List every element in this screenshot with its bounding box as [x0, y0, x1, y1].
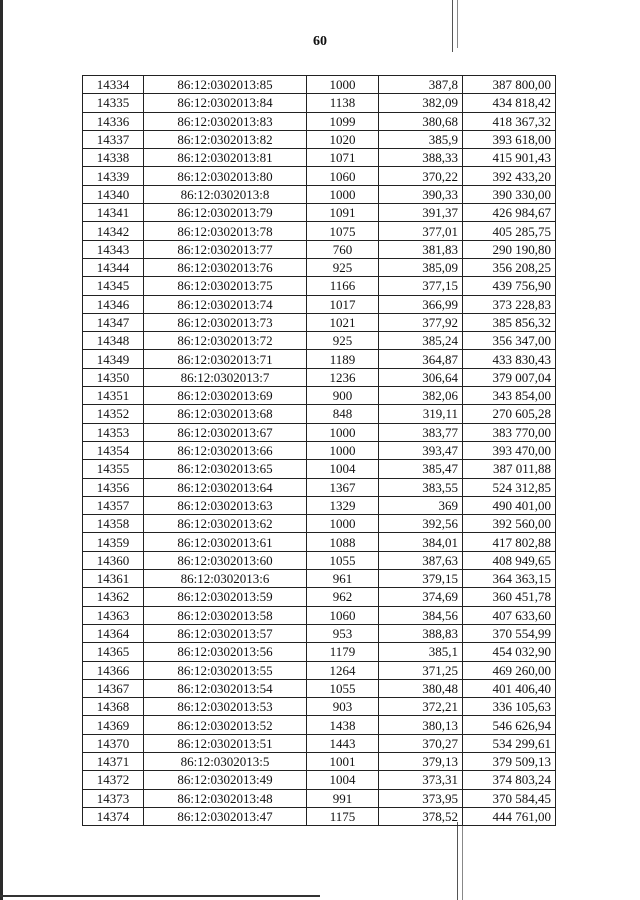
table-row [83, 387, 556, 405]
cadastral-number-cell: 86:12:0302013:57 [144, 624, 307, 642]
row-number-cell: 14374 [83, 807, 144, 825]
row-number-cell: 14341 [83, 204, 144, 222]
value-cell: 490 401,00 [463, 496, 556, 514]
area-cell: 1060 [307, 606, 379, 624]
table-row [83, 624, 556, 642]
rate-cell: 378,52 [379, 807, 463, 825]
cadastral-number-cell: 86:12:0302013:66 [144, 441, 307, 459]
area-cell: 1367 [307, 478, 379, 496]
row-number-cell: 14359 [83, 533, 144, 551]
cadastral-number-cell: 86:12:0302013:74 [144, 295, 307, 313]
area-cell: 1088 [307, 533, 379, 551]
table-row [83, 570, 556, 588]
area-cell: 1138 [307, 94, 379, 112]
table-row [83, 551, 556, 569]
value-cell: 336 105,63 [463, 698, 556, 716]
cadastral-number-cell: 86:12:0302013:68 [144, 405, 307, 423]
rate-cell: 379,13 [379, 752, 463, 770]
value-cell: 417 802,88 [463, 533, 556, 551]
area-cell: 848 [307, 405, 379, 423]
area-cell: 1017 [307, 295, 379, 313]
rate-cell: 388,83 [379, 624, 463, 642]
table-row [83, 112, 556, 130]
area-cell: 1000 [307, 441, 379, 459]
table-row [83, 332, 556, 350]
table-row [83, 716, 556, 734]
value-cell: 270 605,28 [463, 405, 556, 423]
rate-cell: 366,99 [379, 295, 463, 313]
cadastral-number-cell: 86:12:0302013:76 [144, 258, 307, 276]
row-number-cell: 14338 [83, 149, 144, 167]
rate-cell: 380,13 [379, 716, 463, 734]
cadastral-number-cell: 86:12:0302013:75 [144, 277, 307, 295]
table-row [83, 771, 556, 789]
value-cell: 418 367,32 [463, 112, 556, 130]
rate-cell: 373,95 [379, 789, 463, 807]
cadastral-number-cell: 86:12:0302013:47 [144, 807, 307, 825]
row-number-cell: 14354 [83, 441, 144, 459]
cadastral-number-cell: 86:12:0302013:51 [144, 734, 307, 752]
area-cell: 925 [307, 258, 379, 276]
value-cell: 392 560,00 [463, 515, 556, 533]
table-row [83, 661, 556, 679]
table-row [83, 478, 556, 496]
cadastral-number-cell: 86:12:0302013:64 [144, 478, 307, 496]
row-number-cell: 14362 [83, 588, 144, 606]
row-number-cell: 14352 [83, 405, 144, 423]
table-row [83, 679, 556, 697]
value-cell: 370 584,45 [463, 789, 556, 807]
value-cell: 546 626,94 [463, 716, 556, 734]
table-row [83, 277, 556, 295]
rate-cell: 373,31 [379, 771, 463, 789]
row-number-cell: 14356 [83, 478, 144, 496]
rate-cell: 377,92 [379, 313, 463, 331]
cadastral-number-cell: 86:12:0302013:63 [144, 496, 307, 514]
rate-cell: 306,64 [379, 368, 463, 386]
area-cell: 1004 [307, 771, 379, 789]
scan-artifact-line [0, 895, 320, 897]
cadastral-number-cell: 86:12:0302013:85 [144, 76, 307, 94]
area-cell: 903 [307, 698, 379, 716]
cadastral-number-cell: 86:12:0302013:81 [144, 149, 307, 167]
table-row [83, 185, 556, 203]
rate-cell: 385,47 [379, 460, 463, 478]
rate-cell: 385,24 [379, 332, 463, 350]
rate-cell: 387,8 [379, 76, 463, 94]
row-number-cell: 14345 [83, 277, 144, 295]
value-cell: 401 406,40 [463, 679, 556, 697]
cadastral-number-cell: 86:12:0302013:55 [144, 661, 307, 679]
table-row [83, 295, 556, 313]
cadastral-number-cell: 86:12:0302013:83 [144, 112, 307, 130]
row-number-cell: 14342 [83, 222, 144, 240]
rate-cell: 319,11 [379, 405, 463, 423]
row-number-cell: 14366 [83, 661, 144, 679]
area-cell: 1000 [307, 515, 379, 533]
area-cell: 1001 [307, 752, 379, 770]
scan-artifact-line [457, 822, 458, 900]
area-cell: 1075 [307, 222, 379, 240]
rate-cell: 393,47 [379, 441, 463, 459]
table-row [83, 405, 556, 423]
value-cell: 444 761,00 [463, 807, 556, 825]
value-cell: 356 208,25 [463, 258, 556, 276]
rate-cell: 382,09 [379, 94, 463, 112]
table-row [83, 313, 556, 331]
area-cell: 1166 [307, 277, 379, 295]
value-cell: 290 190,80 [463, 240, 556, 258]
area-cell: 1179 [307, 643, 379, 661]
value-cell: 393 470,00 [463, 441, 556, 459]
table-row [83, 533, 556, 551]
value-cell: 454 032,90 [463, 643, 556, 661]
value-cell: 387 011,88 [463, 460, 556, 478]
rate-cell: 370,27 [379, 734, 463, 752]
table-row [83, 441, 556, 459]
area-cell: 1004 [307, 460, 379, 478]
cadastral-number-cell: 86:12:0302013:62 [144, 515, 307, 533]
area-cell: 1055 [307, 679, 379, 697]
value-cell: 392 433,20 [463, 167, 556, 185]
area-cell: 1438 [307, 716, 379, 734]
area-cell: 1091 [307, 204, 379, 222]
area-cell: 1020 [307, 130, 379, 148]
value-cell: 393 618,00 [463, 130, 556, 148]
cadastral-number-cell: 86:12:0302013:48 [144, 789, 307, 807]
row-number-cell: 14348 [83, 332, 144, 350]
row-number-cell: 14358 [83, 515, 144, 533]
area-cell: 1099 [307, 112, 379, 130]
rate-cell: 381,83 [379, 240, 463, 258]
area-cell: 900 [307, 387, 379, 405]
table-row [83, 149, 556, 167]
row-number-cell: 14335 [83, 94, 144, 112]
row-number-cell: 14351 [83, 387, 144, 405]
value-cell: 469 260,00 [463, 661, 556, 679]
area-cell: 1264 [307, 661, 379, 679]
row-number-cell: 14368 [83, 698, 144, 716]
area-cell: 1000 [307, 185, 379, 203]
area-cell: 1189 [307, 350, 379, 368]
row-number-cell: 14361 [83, 570, 144, 588]
rate-cell: 379,15 [379, 570, 463, 588]
row-number-cell: 14367 [83, 679, 144, 697]
area-cell: 1000 [307, 423, 379, 441]
area-cell: 760 [307, 240, 379, 258]
cadastral-number-cell: 86:12:0302013:84 [144, 94, 307, 112]
cadastral-number-cell: 86:12:0302013:5 [144, 752, 307, 770]
area-cell: 953 [307, 624, 379, 642]
rate-cell: 385,9 [379, 130, 463, 148]
rate-cell: 390,33 [379, 185, 463, 203]
value-cell: 426 984,67 [463, 204, 556, 222]
table-body [83, 76, 556, 826]
area-cell: 1236 [307, 368, 379, 386]
row-number-cell: 14364 [83, 624, 144, 642]
cadastral-number-cell: 86:12:0302013:6 [144, 570, 307, 588]
rate-cell: 385,1 [379, 643, 463, 661]
row-number-cell: 14360 [83, 551, 144, 569]
cadastral-number-cell: 86:12:0302013:77 [144, 240, 307, 258]
rate-cell: 371,25 [379, 661, 463, 679]
row-number-cell: 14355 [83, 460, 144, 478]
cadastral-number-cell: 86:12:0302013:61 [144, 533, 307, 551]
row-number-cell: 14369 [83, 716, 144, 734]
table-row [83, 515, 556, 533]
rate-cell: 385,09 [379, 258, 463, 276]
rate-cell: 384,01 [379, 533, 463, 551]
rate-cell: 372,21 [379, 698, 463, 716]
area-cell: 1443 [307, 734, 379, 752]
table-row [83, 94, 556, 112]
land-parcel-table [82, 75, 556, 826]
value-cell: 385 856,32 [463, 313, 556, 331]
cadastral-number-cell: 86:12:0302013:53 [144, 698, 307, 716]
cadastral-number-cell: 86:12:0302013:72 [144, 332, 307, 350]
rate-cell: 369 [379, 496, 463, 514]
value-cell: 433 830,43 [463, 350, 556, 368]
table-row [83, 130, 556, 148]
rate-cell: 380,68 [379, 112, 463, 130]
area-cell: 1021 [307, 313, 379, 331]
value-cell: 390 330,00 [463, 185, 556, 203]
row-number-cell: 14349 [83, 350, 144, 368]
row-number-cell: 14357 [83, 496, 144, 514]
row-number-cell: 14344 [83, 258, 144, 276]
cadastral-number-cell: 86:12:0302013:65 [144, 460, 307, 478]
table-row [83, 643, 556, 661]
cadastral-number-cell: 86:12:0302013:60 [144, 551, 307, 569]
cadastral-number-cell: 86:12:0302013:7 [144, 368, 307, 386]
table-row [83, 258, 556, 276]
value-cell: 408 949,65 [463, 551, 556, 569]
value-cell: 534 299,61 [463, 734, 556, 752]
cadastral-number-cell: 86:12:0302013:71 [144, 350, 307, 368]
area-cell: 1175 [307, 807, 379, 825]
rate-cell: 383,77 [379, 423, 463, 441]
row-number-cell: 14334 [83, 76, 144, 94]
row-number-cell: 14372 [83, 771, 144, 789]
value-cell: 405 285,75 [463, 222, 556, 240]
rate-cell: 384,56 [379, 606, 463, 624]
cadastral-number-cell: 86:12:0302013:79 [144, 204, 307, 222]
table-row [83, 807, 556, 825]
rate-cell: 374,69 [379, 588, 463, 606]
area-cell: 991 [307, 789, 379, 807]
table-row [83, 588, 556, 606]
row-number-cell: 14337 [83, 130, 144, 148]
cadastral-number-cell: 86:12:0302013:67 [144, 423, 307, 441]
rate-cell: 387,63 [379, 551, 463, 569]
table-row [83, 350, 556, 368]
row-number-cell: 14350 [83, 368, 144, 386]
value-cell: 364 363,15 [463, 570, 556, 588]
area-cell: 1329 [307, 496, 379, 514]
table-row [83, 240, 556, 258]
value-cell: 524 312,85 [463, 478, 556, 496]
table-row [83, 698, 556, 716]
area-cell: 1055 [307, 551, 379, 569]
row-number-cell: 14340 [83, 185, 144, 203]
rate-cell: 388,33 [379, 149, 463, 167]
row-number-cell: 14347 [83, 313, 144, 331]
cadastral-number-cell: 86:12:0302013:56 [144, 643, 307, 661]
row-number-cell: 14353 [83, 423, 144, 441]
value-cell: 373 228,83 [463, 295, 556, 313]
area-cell: 1060 [307, 167, 379, 185]
cadastral-number-cell: 86:12:0302013:78 [144, 222, 307, 240]
cadastral-number-cell: 86:12:0302013:73 [144, 313, 307, 331]
rate-cell: 377,15 [379, 277, 463, 295]
value-cell: 360 451,78 [463, 588, 556, 606]
row-number-cell: 14343 [83, 240, 144, 258]
area-cell: 1000 [307, 76, 379, 94]
table-row [83, 167, 556, 185]
value-cell: 383 770,00 [463, 423, 556, 441]
row-number-cell: 14336 [83, 112, 144, 130]
scan-edge [0, 0, 3, 900]
row-number-cell: 14346 [83, 295, 144, 313]
table-row [83, 606, 556, 624]
cadastral-number-cell: 86:12:0302013:49 [144, 771, 307, 789]
area-cell: 925 [307, 332, 379, 350]
rate-cell: 377,01 [379, 222, 463, 240]
value-cell: 343 854,00 [463, 387, 556, 405]
row-number-cell: 14370 [83, 734, 144, 752]
row-number-cell: 14363 [83, 606, 144, 624]
value-cell: 356 347,00 [463, 332, 556, 350]
table-row [83, 204, 556, 222]
rate-cell: 392,56 [379, 515, 463, 533]
rate-cell: 380,48 [379, 679, 463, 697]
value-cell: 407 633,60 [463, 606, 556, 624]
table-row [83, 734, 556, 752]
row-number-cell: 14373 [83, 789, 144, 807]
row-number-cell: 14339 [83, 167, 144, 185]
page-number: 60 [313, 34, 327, 49]
table-row [83, 222, 556, 240]
table-row [83, 789, 556, 807]
area-cell: 962 [307, 588, 379, 606]
table-row [83, 368, 556, 386]
table-row [83, 423, 556, 441]
row-number-cell: 14371 [83, 752, 144, 770]
table-row [83, 752, 556, 770]
table-row [83, 496, 556, 514]
cadastral-number-cell: 86:12:0302013:54 [144, 679, 307, 697]
rate-cell: 382,06 [379, 387, 463, 405]
value-cell: 434 818,42 [463, 94, 556, 112]
value-cell: 370 554,99 [463, 624, 556, 642]
rate-cell: 370,22 [379, 167, 463, 185]
cadastral-number-cell: 86:12:0302013:59 [144, 588, 307, 606]
scan-artifact-line [462, 826, 463, 900]
area-cell: 961 [307, 570, 379, 588]
area-cell: 1071 [307, 149, 379, 167]
cadastral-number-cell: 86:12:0302013:69 [144, 387, 307, 405]
value-cell: 374 803,24 [463, 771, 556, 789]
value-cell: 415 901,43 [463, 149, 556, 167]
cadastral-number-cell: 86:12:0302013:82 [144, 130, 307, 148]
table-row [83, 76, 556, 94]
rate-cell: 364,87 [379, 350, 463, 368]
cadastral-number-cell: 86:12:0302013:58 [144, 606, 307, 624]
value-cell: 379 509,13 [463, 752, 556, 770]
value-cell: 379 007,04 [463, 368, 556, 386]
cadastral-number-cell: 86:12:0302013:52 [144, 716, 307, 734]
cadastral-number-cell: 86:12:0302013:8 [144, 185, 307, 203]
row-number-cell: 14365 [83, 643, 144, 661]
cadastral-number-cell: 86:12:0302013:80 [144, 167, 307, 185]
value-cell: 439 756,90 [463, 277, 556, 295]
rate-cell: 391,37 [379, 204, 463, 222]
rate-cell: 383,55 [379, 478, 463, 496]
value-cell: 387 800,00 [463, 76, 556, 94]
table-row [83, 460, 556, 478]
